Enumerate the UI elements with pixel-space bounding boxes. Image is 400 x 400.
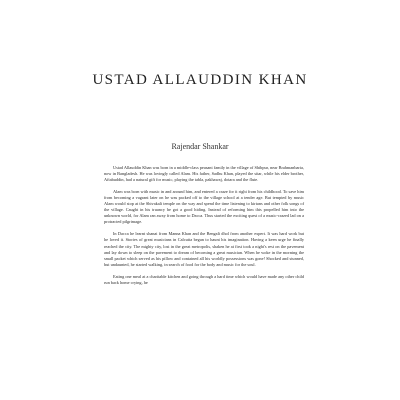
- paragraph: Eating one meal at a charitable kitchen and going through a hard time which would have made any other child run back home crying, he: [104, 273, 304, 285]
- article-body: [104, 165, 304, 292]
- page-title: USTAD ALLAUDDIN KHAN: [92, 72, 308, 88]
- author-name: Rajendar Shankar: [171, 142, 229, 151]
- paragraph: Ustad Allauddin Khan was born in a middle-class peasant family in the village of Shibpur, near Brahmanbaria, now in Bangladesh. He was lovingly called Alam. His father, Sadhu Khan, played the sitar, while his elder brother, Aftabuddin, had a natural gift for music, playing the tabla, pakhawaj, dotara and the flute.: [104, 165, 304, 183]
- paragraph: Alam was born with music in and around him, and entered a craze for it right from his childhood. To save him from becoming a vagrant later on he was packed off to the village school at a tender age. But tempted by music Alam would stop at the Shivakali temple on the way and spend the time listening to kirtans and other folk songs of the village. Caught in his truancy he got a good hiding. Instead of reforming him this propelled him into the unknown world, for Alam ran away from home to Dacca. Thus started the exciting quest of a music-crazed lad on a protracted pilgrimage.: [104, 189, 304, 225]
- paragraph: In Dacca he learnt shanai from Manna Khan and the Bengali dhol from another expert. It was hard work but he loved it. Stories of great musicians in Calcutta began to haunt his imagination. Having a keen urge he finally reached the city. The mighty city, lost in the great metropolis, shaken he at first took a night's rest on the pavement and lay down to sleep on the pavement to dream of becoming a great musician. When he woke in the morning the small packet which served as his pillow and contained all his worldly possessions was gone! Shocked and stunned, but undaunted, he started walking, in search of food for the body and music for the soul.: [104, 231, 304, 267]
